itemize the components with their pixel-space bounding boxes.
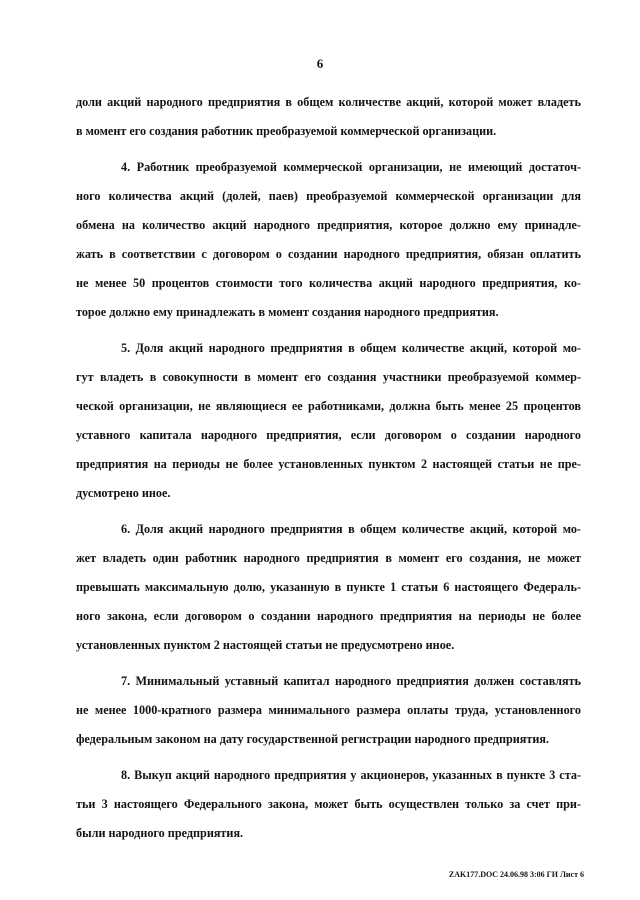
text-line: ного количества акций (долей, паев) преобразуемой коммерческой организации для [76,189,581,203]
paragraph-item-7 [76,667,581,754]
text-line: федеральным законом на дату государственной регистрации народного предприятия. [76,732,550,746]
text-line: дусмотрено иное. [76,486,171,500]
paragraph-item-8 [76,761,581,848]
text-line: 5. Доля акций народного предприятия в общем количестве акций, которой мо- [121,341,581,355]
text-line: установленных пунктом 2 настоящей статьи не предусмотрено иное. [76,638,455,652]
text-line: ческой организации, не являющиеся ее работниками, должна быть менее 25 процентов [76,399,581,413]
paragraph-item-6 [76,515,581,660]
text-line: 8. Выкуп акций народного предприятия у акционеров, указанных в пункте 3 ста- [121,768,581,782]
text-line: превышать максимальную долю, указанную в пункте 1 статьи 6 настоящего Федераль- [76,580,581,594]
text-line: ного закона, если договором о создании народного предприятия на периоды не более [76,609,581,623]
text-line: жать в соответствии с договором о создании народного предприятия, обязан оплатить [76,247,581,261]
page-number: 6 [316,56,324,71]
text-line: доли акций народного предприятия в общем количестве акций, которой может владеть [76,95,581,109]
paragraph-continuation [76,88,581,146]
text-line: 4. Работник преобразуемой коммерческой организации, не имеющий достаточ- [121,160,581,174]
text-line: гут владеть в совокупности в момент его создания участники преобразуемой коммер- [76,370,581,384]
text-line: 6. Доля акций народного предприятия в общем количестве акций, которой мо- [121,522,581,536]
text-line: не менее 50 процентов стоимости того количества акций народного предприятия, ко- [76,276,581,290]
paragraph-item-5 [76,334,581,508]
text-line: торое должно ему принадлежать в момент создания народного предприятия. [76,305,499,319]
text-line: уставного капитала народного предприятия, если договором о создании народного [76,428,581,442]
document-body [76,88,581,848]
text-line: в момент его создания работник преобразуемой коммерческой организации. [76,124,497,138]
text-line: обмена на количество акций народного предприятия, которое должно ему принадле- [76,218,581,232]
paragraph-item-4 [76,153,581,327]
text-line: 7. Минимальный уставный капитал народного предприятия должен составлять [121,674,581,688]
text-line: тьи 3 настоящего Федерального закона, может быть осуществлен только за счет при- [76,797,581,811]
text-line: предприятия на периоды не более установленных пунктом 2 настоящей статьи не пре- [76,457,581,471]
text-line: жет владеть один работник народного предприятия в момент его создания, не может [76,551,581,565]
document-footer: ZAK177.DOC 24.06.98 3:06 ГИ Лист 6 [448,870,584,879]
text-line: были народного предприятия. [76,826,244,840]
text-line: не менее 1000-кратного размера минимального размера оплаты труда, установленного [76,703,581,717]
